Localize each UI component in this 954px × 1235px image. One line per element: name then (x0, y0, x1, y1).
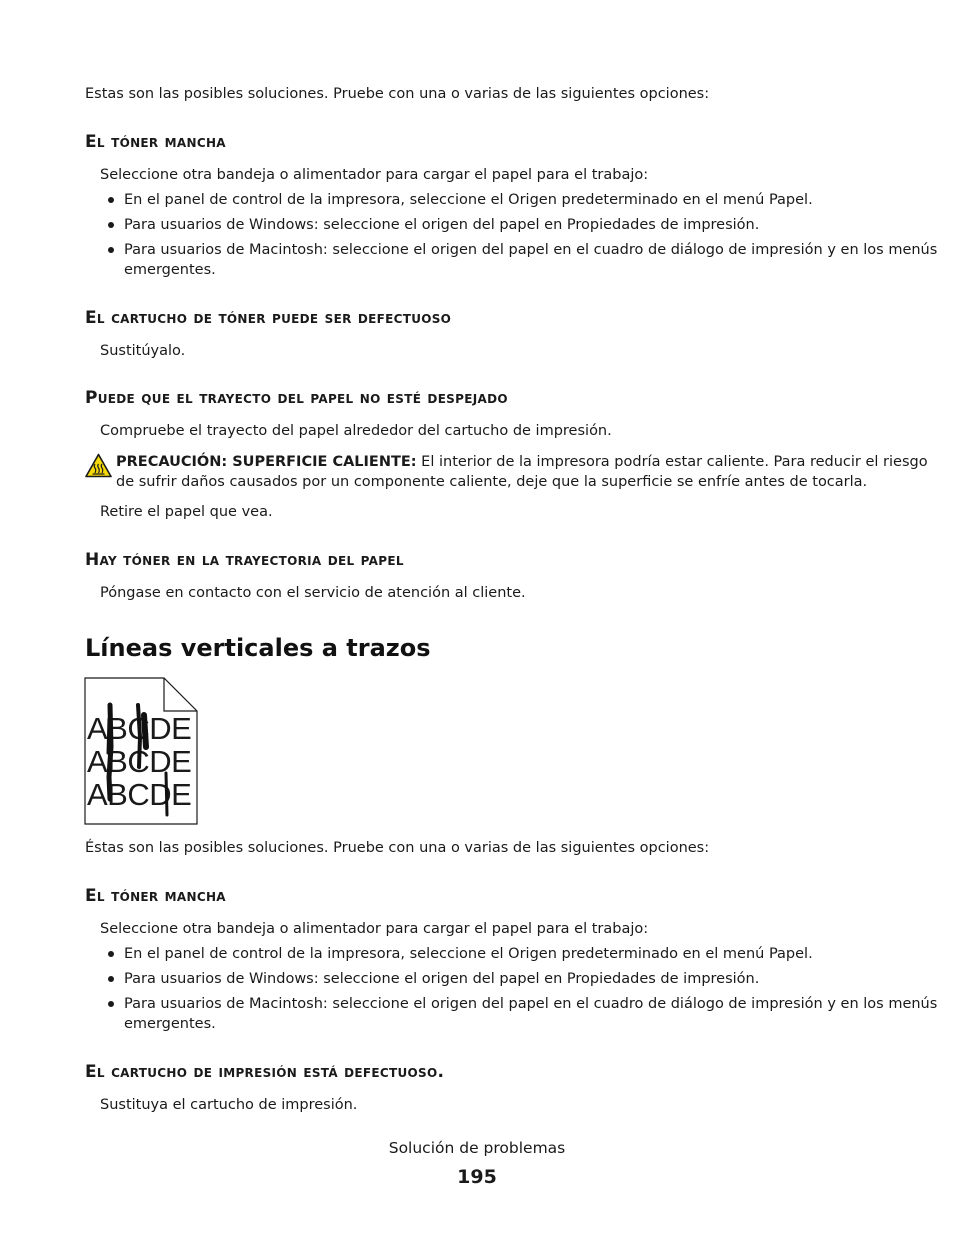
bullet-icon (108, 1001, 114, 1007)
section-heading-toner-smears: El tóner mancha (85, 132, 226, 152)
intro-text: Estas son las posibles soluciones. Pruebe con una o varias de las siguientes opciones: (85, 86, 710, 102)
page-title: Líneas verticales a trazos (85, 634, 431, 662)
bullet-icon (108, 951, 114, 957)
vertical-streaks-sample-figure (84, 677, 198, 825)
bullet-icon (108, 222, 114, 228)
list-item: Para usuarios de Windows: seleccione el origen del papel en Propiedades de impresión. (124, 971, 760, 987)
section-text: Seleccione otra bandeja o alimentador para cargar el papel para el trabajo: (100, 921, 649, 937)
list-item: Para usuarios de Windows: seleccione el origen del papel en Propiedades de impresión. (124, 217, 760, 233)
list-item-continuation: emergentes. (124, 1016, 216, 1032)
section-heading-toner-smears: El tóner mancha (85, 886, 226, 906)
section-text: Póngase en contacto con el servicio de atención al cliente. (100, 585, 526, 601)
bullet-icon (108, 247, 114, 253)
sample-text-row: ABCDE (87, 744, 192, 779)
section-heading-defective-print-cartridge: El cartucho de impresión está defectuoso. (85, 1062, 445, 1082)
section-heading-toner-in-path: Hay tóner en la trayectoria del papel (85, 550, 404, 570)
caution-label: PRECAUCIÓN: SUPERFICIE CALIENTE: (116, 454, 417, 470)
list-item: En el panel de control de la impresora, seleccione el Origen predeterminado en el menú Papel. (124, 946, 813, 962)
caution-text-line2: de sufrir daños causados por un componente caliente, deje que la superficie se enfríe antes de tocarla. (116, 474, 868, 490)
page-number: 195 (457, 1166, 497, 1188)
list-item: Para usuarios de Macintosh: seleccione el origen del papel en el cuadro de diálogo de impresión y en los menús (124, 996, 938, 1012)
list-item-continuation: emergentes. (124, 262, 216, 278)
sample-text-row: ABCDE (87, 711, 192, 746)
caution-hot-surface-icon (85, 453, 112, 478)
bullet-icon (108, 976, 114, 982)
section-text: Sustitúyalo. (100, 343, 186, 359)
list-item: En el panel de control de la impresora, seleccione el Origen predeterminado en el menú Papel. (124, 192, 813, 208)
list-item: Para usuarios de Macintosh: seleccione el origen del papel en el cuadro de diálogo de impresión y en los menús (124, 242, 938, 258)
section-text: Retire el papel que vea. (100, 504, 273, 520)
sample-text-row: ABCDE (87, 777, 192, 812)
caution-text: El interior de la impresora podría estar caliente. Para reducir el riesgo (416, 454, 928, 470)
section-text: Seleccione otra bandeja o alimentador para cargar el papel para el trabajo: (100, 167, 649, 183)
section-heading-paper-path: Puede que el trayecto del papel no esté despejado (85, 388, 508, 408)
bullet-icon (108, 197, 114, 203)
section-text: Compruebe el trayecto del papel alrededor del cartucho de impresión. (100, 423, 612, 439)
section-text: Sustituya el cartucho de impresión. (100, 1097, 358, 1113)
intro-text: Éstas son las posibles soluciones. Pruebe con una o varias de las siguientes opciones: (85, 840, 710, 856)
footer-section-title: Solución de problemas (388, 1139, 566, 1157)
section-heading-defective-cartridge: El cartucho de tóner puede ser defectuoso (85, 308, 452, 328)
caution-note (116, 452, 928, 472)
